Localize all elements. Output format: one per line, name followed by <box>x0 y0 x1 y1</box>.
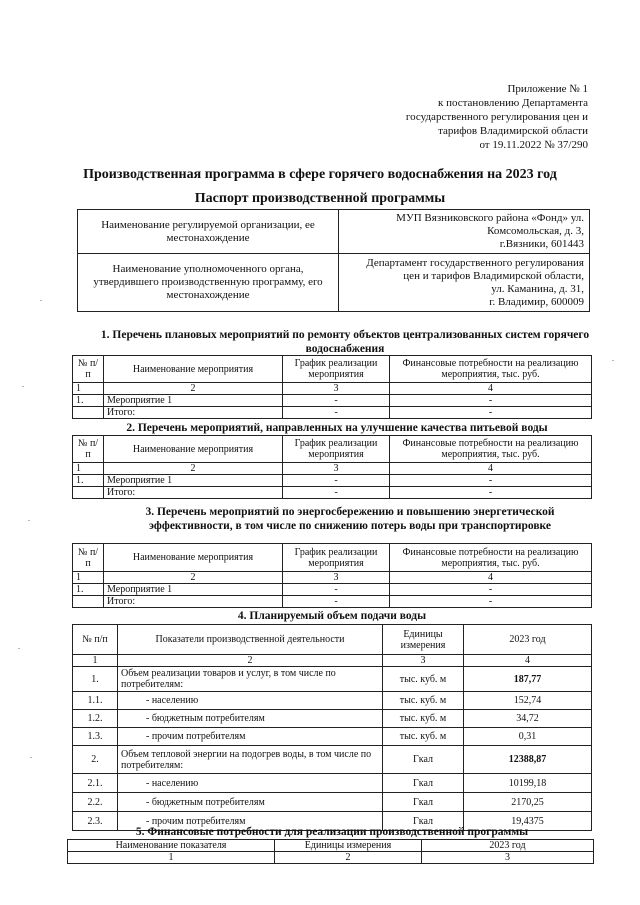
value-line: МУП Вязниковского района «Фонд» ул. <box>396 212 584 224</box>
col-num: 3 <box>283 572 390 584</box>
row-name: Итого: <box>104 596 283 608</box>
header-name: Наименование показателя <box>68 840 275 852</box>
col-num: 1 <box>68 852 275 864</box>
row-num: 1. <box>73 395 104 407</box>
section-5-title: 5. Финансовые потребности для реализации производственной программы <box>135 826 529 838</box>
table-row <box>78 210 590 254</box>
col-num: 3 <box>283 383 390 395</box>
row-num: 1. <box>73 584 104 596</box>
value-line: Департамент государственного регулирования <box>366 256 584 269</box>
finance-table <box>67 839 594 864</box>
table-header-row <box>73 544 592 572</box>
section-4-title: 4. Планируемый объем подачи воды <box>237 610 427 622</box>
passport-label: Наименование регулируемой организации, ее местонахождение <box>78 210 339 254</box>
row-name: Итого: <box>104 487 283 499</box>
table-row <box>73 584 592 596</box>
col-number-row <box>73 572 592 584</box>
section-1-title: 1. Перечень плановых мероприятий по ремонту объектов централизованных систем горячего водоснабжения <box>100 329 590 355</box>
col-num: 4 <box>464 655 592 667</box>
col-num: 1 <box>73 463 104 475</box>
row-value: 12388,87 <box>464 746 592 774</box>
table-row <box>73 475 592 487</box>
row-value: 152,74 <box>464 692 592 710</box>
header-num: № п/п <box>73 356 104 383</box>
row-units: Гкал <box>383 793 464 812</box>
table-row <box>73 774 592 793</box>
row-finance: - <box>390 395 592 407</box>
row-indicator: - бюджетным потребителям <box>118 793 383 812</box>
row-value: 19,4375 <box>464 812 592 831</box>
value-line: Комсомольская, д. 3, <box>487 225 584 237</box>
passport-value <box>339 210 590 254</box>
row-indicator: - прочим потребителям <box>118 728 383 746</box>
row-value: 34,72 <box>464 710 592 728</box>
header-schedule: График реализации мероприятия <box>283 356 390 383</box>
row-units: тыс. куб. м <box>383 692 464 710</box>
row-schedule: - <box>283 487 390 499</box>
col-num: 1 <box>73 655 118 667</box>
volume-table <box>72 624 592 831</box>
measures-table-2 <box>72 435 592 499</box>
table-row <box>73 407 592 419</box>
col-number-row <box>73 383 592 395</box>
header-name: Наименование мероприятия <box>104 356 283 383</box>
table-header-row <box>73 356 592 383</box>
value-line: г.Вязники, 601443 <box>499 238 584 250</box>
col-num: 3 <box>283 463 390 475</box>
table-row <box>73 710 592 728</box>
table-row <box>73 746 592 774</box>
measures-table-1 <box>72 355 592 419</box>
header-num: № п/п <box>73 544 104 572</box>
scan-speck <box>18 648 20 649</box>
table-row <box>78 254 590 312</box>
row-num: 1. <box>73 475 104 487</box>
appendix-line: Приложение № 1 <box>507 83 588 95</box>
row-units: Гкал <box>383 812 464 831</box>
row-num: 2.1. <box>73 774 118 793</box>
appendix-line: от 19.11.2022 № 37/290 <box>479 139 588 151</box>
header-indicator: Показатели производственной деятельности <box>118 625 383 655</box>
table-row <box>73 728 592 746</box>
header-units: Единицы измерения <box>275 840 422 852</box>
row-name: Мероприятие 1 <box>104 395 283 407</box>
passport-title: Паспорт производственной программы <box>194 191 446 206</box>
col-num: 4 <box>390 572 592 584</box>
row-value: 10199,18 <box>464 774 592 793</box>
row-schedule: - <box>283 407 390 419</box>
row-units: тыс. куб. м <box>383 667 464 692</box>
passport-value <box>339 254 590 312</box>
main-title: Производственная программа в сфере горячего водоснабжения на 2023 год <box>83 167 557 182</box>
measures-table-3 <box>72 543 592 608</box>
row-value: 0,31 <box>464 728 592 746</box>
row-name: Мероприятие 1 <box>104 475 283 487</box>
col-num: 2 <box>118 655 383 667</box>
header-schedule: График реализации мероприятия <box>283 436 390 463</box>
header-name: Наименование мероприятия <box>104 436 283 463</box>
row-indicator: Объем тепловой энергии на подогрев воды, в том числе по потребителям: <box>118 746 383 774</box>
col-number-row <box>73 463 592 475</box>
col-number-row <box>73 655 592 667</box>
row-finance: - <box>390 407 592 419</box>
scan-speck <box>30 757 32 758</box>
row-units: Гкал <box>383 746 464 774</box>
col-num: 1 <box>73 383 104 395</box>
table-row <box>73 692 592 710</box>
header-schedule: График реализации мероприятия <box>283 544 390 572</box>
table-row <box>73 596 592 608</box>
scan-speck <box>40 300 42 301</box>
header-year: 2023 год <box>422 840 594 852</box>
col-num: 1 <box>73 572 104 584</box>
passport-table <box>77 209 590 312</box>
scan-speck <box>612 360 614 361</box>
table-row <box>73 395 592 407</box>
row-schedule: - <box>283 596 390 608</box>
row-num: 2. <box>73 746 118 774</box>
row-num: 1.2. <box>73 710 118 728</box>
value-line: цен и тарифов Владимирской области, <box>403 269 584 282</box>
table-header-row <box>73 625 592 655</box>
header-finance: Финансовые потребности на реализацию мероприятия, тыс. руб. <box>390 436 592 463</box>
row-schedule: - <box>283 475 390 487</box>
appendix-header <box>328 82 588 152</box>
row-num: 2.3. <box>73 812 118 831</box>
header-name: Наименование мероприятия <box>104 544 283 572</box>
passport-label: Наименование уполномоченного органа, утвердившего производственную программу, его местонахождение <box>78 254 339 312</box>
row-units: Гкал <box>383 774 464 793</box>
col-num: 2 <box>104 383 283 395</box>
row-indicator: Объем реализации товаров и услуг, в том числе по потребителям: <box>118 667 383 692</box>
row-value: 2170,25 <box>464 793 592 812</box>
table-row <box>73 667 592 692</box>
row-name: Мероприятие 1 <box>104 584 283 596</box>
table-row <box>73 793 592 812</box>
value-line: г. Владимир, 600009 <box>489 295 584 308</box>
appendix-line: тарифов Владимирской области <box>438 125 588 137</box>
row-finance: - <box>390 487 592 499</box>
col-num: 3 <box>422 852 594 864</box>
table-header-row <box>73 436 592 463</box>
row-num <box>73 407 104 419</box>
appendix-line: государственного регулирования цен и <box>405 111 588 123</box>
row-num <box>73 487 104 499</box>
row-schedule: - <box>283 395 390 407</box>
row-num <box>73 596 104 608</box>
scan-speck <box>22 386 24 387</box>
row-num: 1. <box>73 667 118 692</box>
scan-speck <box>28 520 30 521</box>
row-indicator: - бюджетным потребителям <box>118 710 383 728</box>
row-value: 187,77 <box>464 667 592 692</box>
col-num: 2 <box>275 852 422 864</box>
table-row <box>73 487 592 499</box>
row-finance: - <box>390 596 592 608</box>
header-num: № п/п <box>73 436 104 463</box>
row-units: тыс. куб. м <box>383 710 464 728</box>
appendix-line: к постановлению Департамента <box>437 97 588 109</box>
header-finance: Финансовые потребности на реализацию мероприятия, тыс. руб. <box>390 544 592 572</box>
row-finance: - <box>390 584 592 596</box>
table-header-row <box>68 840 594 852</box>
row-name: Итого: <box>104 407 283 419</box>
row-finance: - <box>390 475 592 487</box>
col-num: 4 <box>390 383 592 395</box>
col-number-row <box>68 852 594 864</box>
col-num: 2 <box>104 463 283 475</box>
header-num: № п/п <box>73 625 118 655</box>
value-line: ул. Каманина, д. 31, <box>491 282 584 295</box>
row-units: тыс. куб. м <box>383 728 464 746</box>
row-indicator: - прочим потребителям <box>118 812 383 831</box>
col-num: 2 <box>104 572 283 584</box>
header-units: Единицы измерения <box>383 625 464 655</box>
row-indicator: - населению <box>118 692 383 710</box>
row-num: 1.3. <box>73 728 118 746</box>
row-num: 1.1. <box>73 692 118 710</box>
col-num: 4 <box>390 463 592 475</box>
section-3-title: 3. Перечень мероприятий по энергосбережению и повышению энергетической эффективности, в том числе по снижению потерь воды при транспортировке <box>145 506 555 532</box>
header-finance: Финансовые потребности на реализацию мероприятия, тыс. руб. <box>390 356 592 383</box>
header-year: 2023 год <box>464 625 592 655</box>
row-schedule: - <box>283 584 390 596</box>
col-num: 3 <box>383 655 464 667</box>
section-2-title: 2. Перечень мероприятий, направленных на улучшение качества питьевой воды <box>126 422 548 434</box>
row-indicator: - населению <box>118 774 383 793</box>
row-num: 2.2. <box>73 793 118 812</box>
